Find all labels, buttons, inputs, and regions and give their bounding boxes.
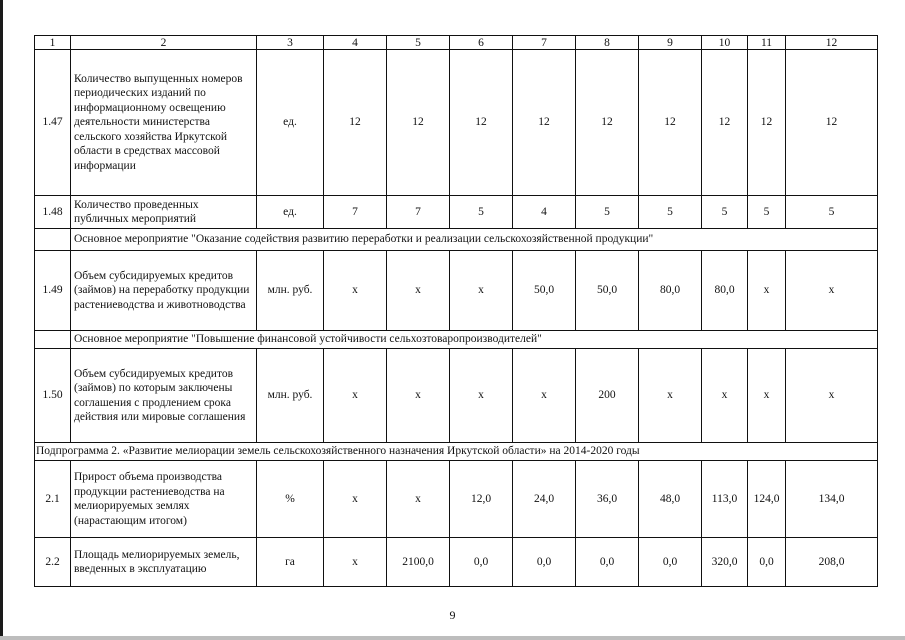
value-cell: 80,0 bbox=[702, 251, 748, 331]
value-cell: х bbox=[639, 349, 702, 443]
value-cell: х bbox=[748, 251, 786, 331]
unit: млн. руб. bbox=[257, 349, 324, 443]
value-cell: х bbox=[324, 349, 387, 443]
value-cell: 7 bbox=[324, 196, 387, 229]
value-cell: 5 bbox=[748, 196, 786, 229]
row-number: 2.1 bbox=[35, 461, 71, 538]
value-cell: 50,0 bbox=[576, 251, 639, 331]
value-cell: 12 bbox=[513, 50, 576, 196]
main-measure-title: Основное мероприятие "Оказание содействия развитию переработки и реализации сельскохозяйственной продукции" bbox=[71, 229, 878, 251]
value-cell: 5 bbox=[786, 196, 878, 229]
table-row bbox=[35, 196, 878, 229]
subprogram-title: Подпрограмма 2. «Развитие мелиорации земель сельскохозяйственного назначения Иркутской области» на 2014-2020 годы bbox=[35, 443, 878, 461]
value-cell: 7 bbox=[387, 196, 450, 229]
value-cell: 12 bbox=[450, 50, 513, 196]
value-cell: 0,0 bbox=[748, 538, 786, 587]
value-cell: 124,0 bbox=[748, 461, 786, 538]
page-bottom-edge bbox=[0, 636, 905, 640]
column-number: 4 bbox=[324, 36, 387, 50]
value-cell: х bbox=[324, 461, 387, 538]
column-number: 7 bbox=[513, 36, 576, 50]
indicator-name: Прирост объема производства продукции растениеводства на мелиорируемых землях (нарастающим итогом) bbox=[71, 461, 257, 538]
column-number: 8 bbox=[576, 36, 639, 50]
value-cell: х bbox=[786, 251, 878, 331]
column-number: 1 bbox=[35, 36, 71, 50]
indicator-name: Объем субсидируемых кредитов (займов) на переработку продукции растениеводства и животноводства bbox=[71, 251, 257, 331]
value-cell: х bbox=[513, 349, 576, 443]
table-row bbox=[35, 538, 878, 587]
measure-row bbox=[35, 331, 878, 349]
table-row bbox=[35, 50, 878, 196]
unit: ед. bbox=[257, 196, 324, 229]
value-cell: х bbox=[387, 461, 450, 538]
empty-cell bbox=[35, 229, 71, 251]
row-number: 1.48 bbox=[35, 196, 71, 229]
value-cell: 48,0 bbox=[639, 461, 702, 538]
value-cell: 5 bbox=[450, 196, 513, 229]
value-cell: х bbox=[387, 251, 450, 331]
row-number: 2.2 bbox=[35, 538, 71, 587]
value-cell: 12 bbox=[576, 50, 639, 196]
unit: ед. bbox=[257, 50, 324, 196]
value-cell: 12 bbox=[639, 50, 702, 196]
value-cell: 200 bbox=[576, 349, 639, 443]
table-row bbox=[35, 461, 878, 538]
value-cell: 12 bbox=[786, 50, 878, 196]
value-cell: х bbox=[786, 349, 878, 443]
row-number: 1.50 bbox=[35, 349, 71, 443]
value-cell: 5 bbox=[576, 196, 639, 229]
value-cell: 5 bbox=[702, 196, 748, 229]
subprogram-row bbox=[35, 443, 878, 461]
value-cell: 50,0 bbox=[513, 251, 576, 331]
indicator-name: Объем субсидируемых кредитов (займов) по которым заключены соглашения с продлением срока действия или мировые соглашения bbox=[71, 349, 257, 443]
value-cell: 4 bbox=[513, 196, 576, 229]
value-cell: 134,0 bbox=[786, 461, 878, 538]
row-number: 1.49 bbox=[35, 251, 71, 331]
column-number: 12 bbox=[786, 36, 878, 50]
main-measure-title: Основное мероприятие "Повышение финансовой устойчивости сельхозтоваропроизводителей" bbox=[71, 331, 878, 349]
column-numbers-row bbox=[35, 36, 878, 50]
empty-cell bbox=[35, 331, 71, 349]
value-cell: 36,0 bbox=[576, 461, 639, 538]
value-cell: х bbox=[324, 538, 387, 587]
value-cell: 0,0 bbox=[639, 538, 702, 587]
value-cell: х bbox=[748, 349, 786, 443]
column-number: 3 bbox=[257, 36, 324, 50]
value-cell: 12 bbox=[324, 50, 387, 196]
value-cell: 0,0 bbox=[450, 538, 513, 587]
value-cell: 80,0 bbox=[639, 251, 702, 331]
value-cell: 208,0 bbox=[786, 538, 878, 587]
unit: га bbox=[257, 538, 324, 587]
column-number: 11 bbox=[748, 36, 786, 50]
value-cell: х bbox=[387, 349, 450, 443]
column-number: 2 bbox=[71, 36, 257, 50]
value-cell: 24,0 bbox=[513, 461, 576, 538]
measure-row bbox=[35, 229, 878, 251]
table-row bbox=[35, 251, 878, 331]
table-row bbox=[35, 349, 878, 443]
unit: млн. руб. bbox=[257, 251, 324, 331]
value-cell: х bbox=[450, 349, 513, 443]
value-cell: 320,0 bbox=[702, 538, 748, 587]
column-number: 10 bbox=[702, 36, 748, 50]
value-cell: 12 bbox=[702, 50, 748, 196]
indicators-table bbox=[34, 35, 878, 587]
value-cell: 113,0 bbox=[702, 461, 748, 538]
value-cell: 2100,0 bbox=[387, 538, 450, 587]
value-cell: 5 bbox=[639, 196, 702, 229]
value-cell: 12 bbox=[748, 50, 786, 196]
value-cell: 12 bbox=[387, 50, 450, 196]
unit: % bbox=[257, 461, 324, 538]
indicator-name: Площадь мелиорируемых земель, введенных в эксплуатацию bbox=[71, 538, 257, 587]
row-number: 1.47 bbox=[35, 50, 71, 196]
value-cell: х bbox=[324, 251, 387, 331]
column-number: 6 bbox=[450, 36, 513, 50]
indicator-name: Количество выпущенных номеров периодических изданий по информационному освещению деятельности министерства сельского хозяйства Иркутской области в средствах массовой информации bbox=[71, 50, 257, 196]
value-cell: х bbox=[702, 349, 748, 443]
indicator-name: Количество проведенных публичных мероприятий bbox=[71, 196, 257, 229]
value-cell: х bbox=[450, 251, 513, 331]
page-left-edge bbox=[0, 0, 3, 640]
value-cell: 0,0 bbox=[576, 538, 639, 587]
value-cell: 0,0 bbox=[513, 538, 576, 587]
page-number: 9 bbox=[449, 608, 456, 622]
column-number: 9 bbox=[639, 36, 702, 50]
column-number: 5 bbox=[387, 36, 450, 50]
value-cell: 12,0 bbox=[450, 461, 513, 538]
